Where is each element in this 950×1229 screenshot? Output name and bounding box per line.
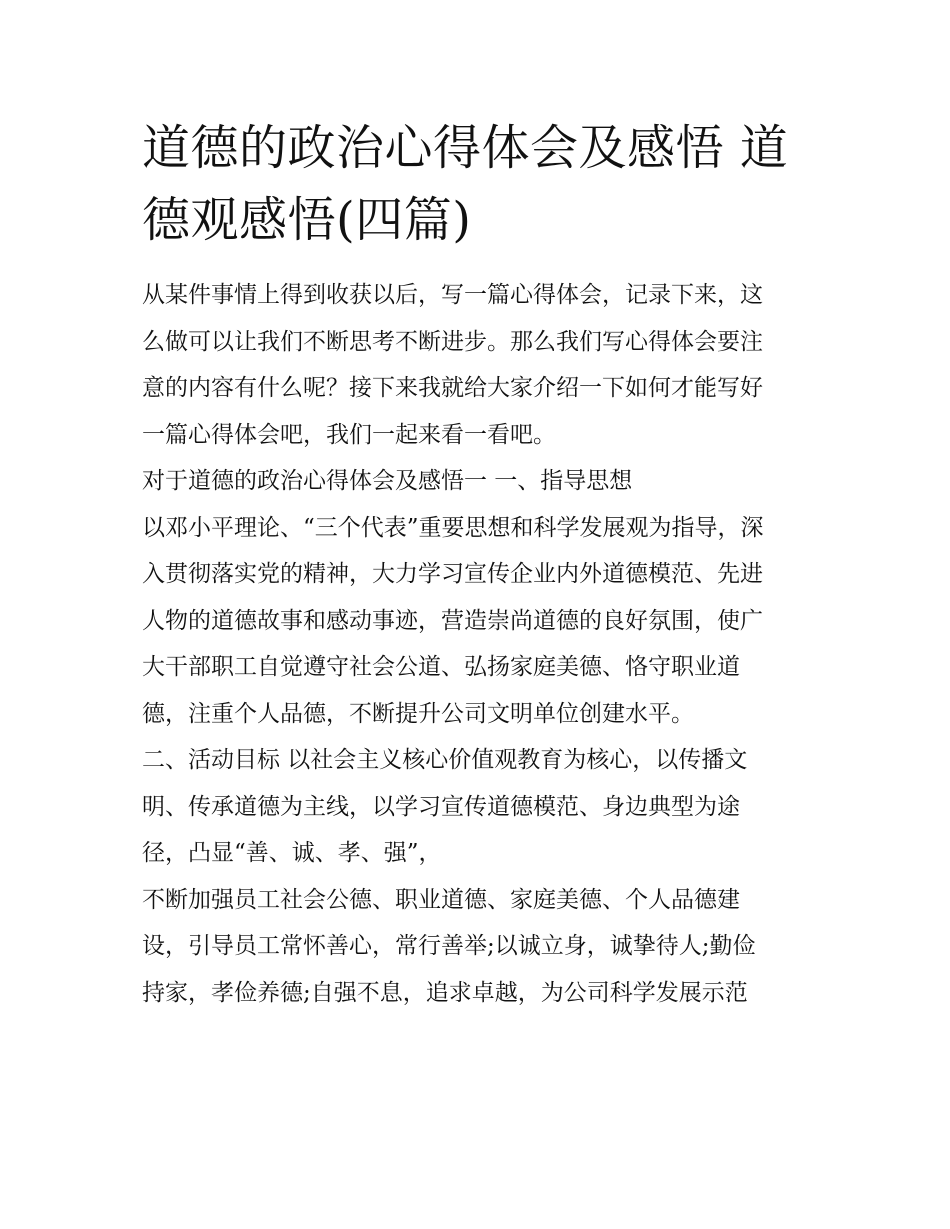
text-line: 么做可以让我们不断思考不断进步。那么我们写心得体会要注 (142, 328, 763, 355)
text-line: 径，凸显“善、诚、孝、强”， (142, 840, 442, 866)
text-line: 人物的道德故事和感动事迹，营造崇尚道德的良好氛围，使广 (142, 607, 763, 634)
text-line: 从某件事情上得到收获以后，写一篇心得体会，记录下来，这 (142, 282, 763, 308)
document-body (142, 272, 812, 1016)
section-heading-line: 二、活动目标 以社会主义核心价值观教育为核心，以传播文 (142, 747, 748, 773)
text-line: 明、传承道德为主线，以学习宣传道德模范、身边典型为途 (142, 793, 740, 820)
text-line: 持家，孝俭养德;自强不息，追求卓越，为公司科学发展示范 (142, 979, 748, 1006)
text-line: 不断加强员工社会公德、职业道德、家庭美德、个人品德建 (142, 886, 740, 913)
text-line: 入贯彻落实党的精神，大力学习宣传企业内外道德模范、先进 (142, 561, 763, 587)
text-line: 德，注重个人品德，不断提升公司文明单位创建水平。 (142, 700, 694, 727)
text-line: 以邓小平理论、“三个代表”重要思想和科学发展观为指导，深 (142, 514, 764, 541)
text-line: 意的内容有什么呢？接下来我就给大家介绍一下如何才能写好 (142, 375, 763, 401)
text-line: 一篇心得体会吧，我们一起来看一看吧。 (142, 421, 556, 448)
text-line: 设，引导员工常怀善心，常行善举;以诚立身，诚挚待人;勤俭 (142, 933, 756, 959)
document-content (142, 112, 812, 1016)
document-title (142, 112, 812, 256)
section-heading-line: 对于道德的政治心得体会及感悟一 一、指导思想 (142, 468, 633, 494)
title-line-1: 道德的政治心得体会及感悟 道 (142, 120, 789, 176)
title-line-2: 德观感悟(四篇) (142, 192, 472, 248)
text-line: 大干部职工自觉遵守社会公道、弘扬家庭美德、恪守职业道 (142, 654, 740, 680)
